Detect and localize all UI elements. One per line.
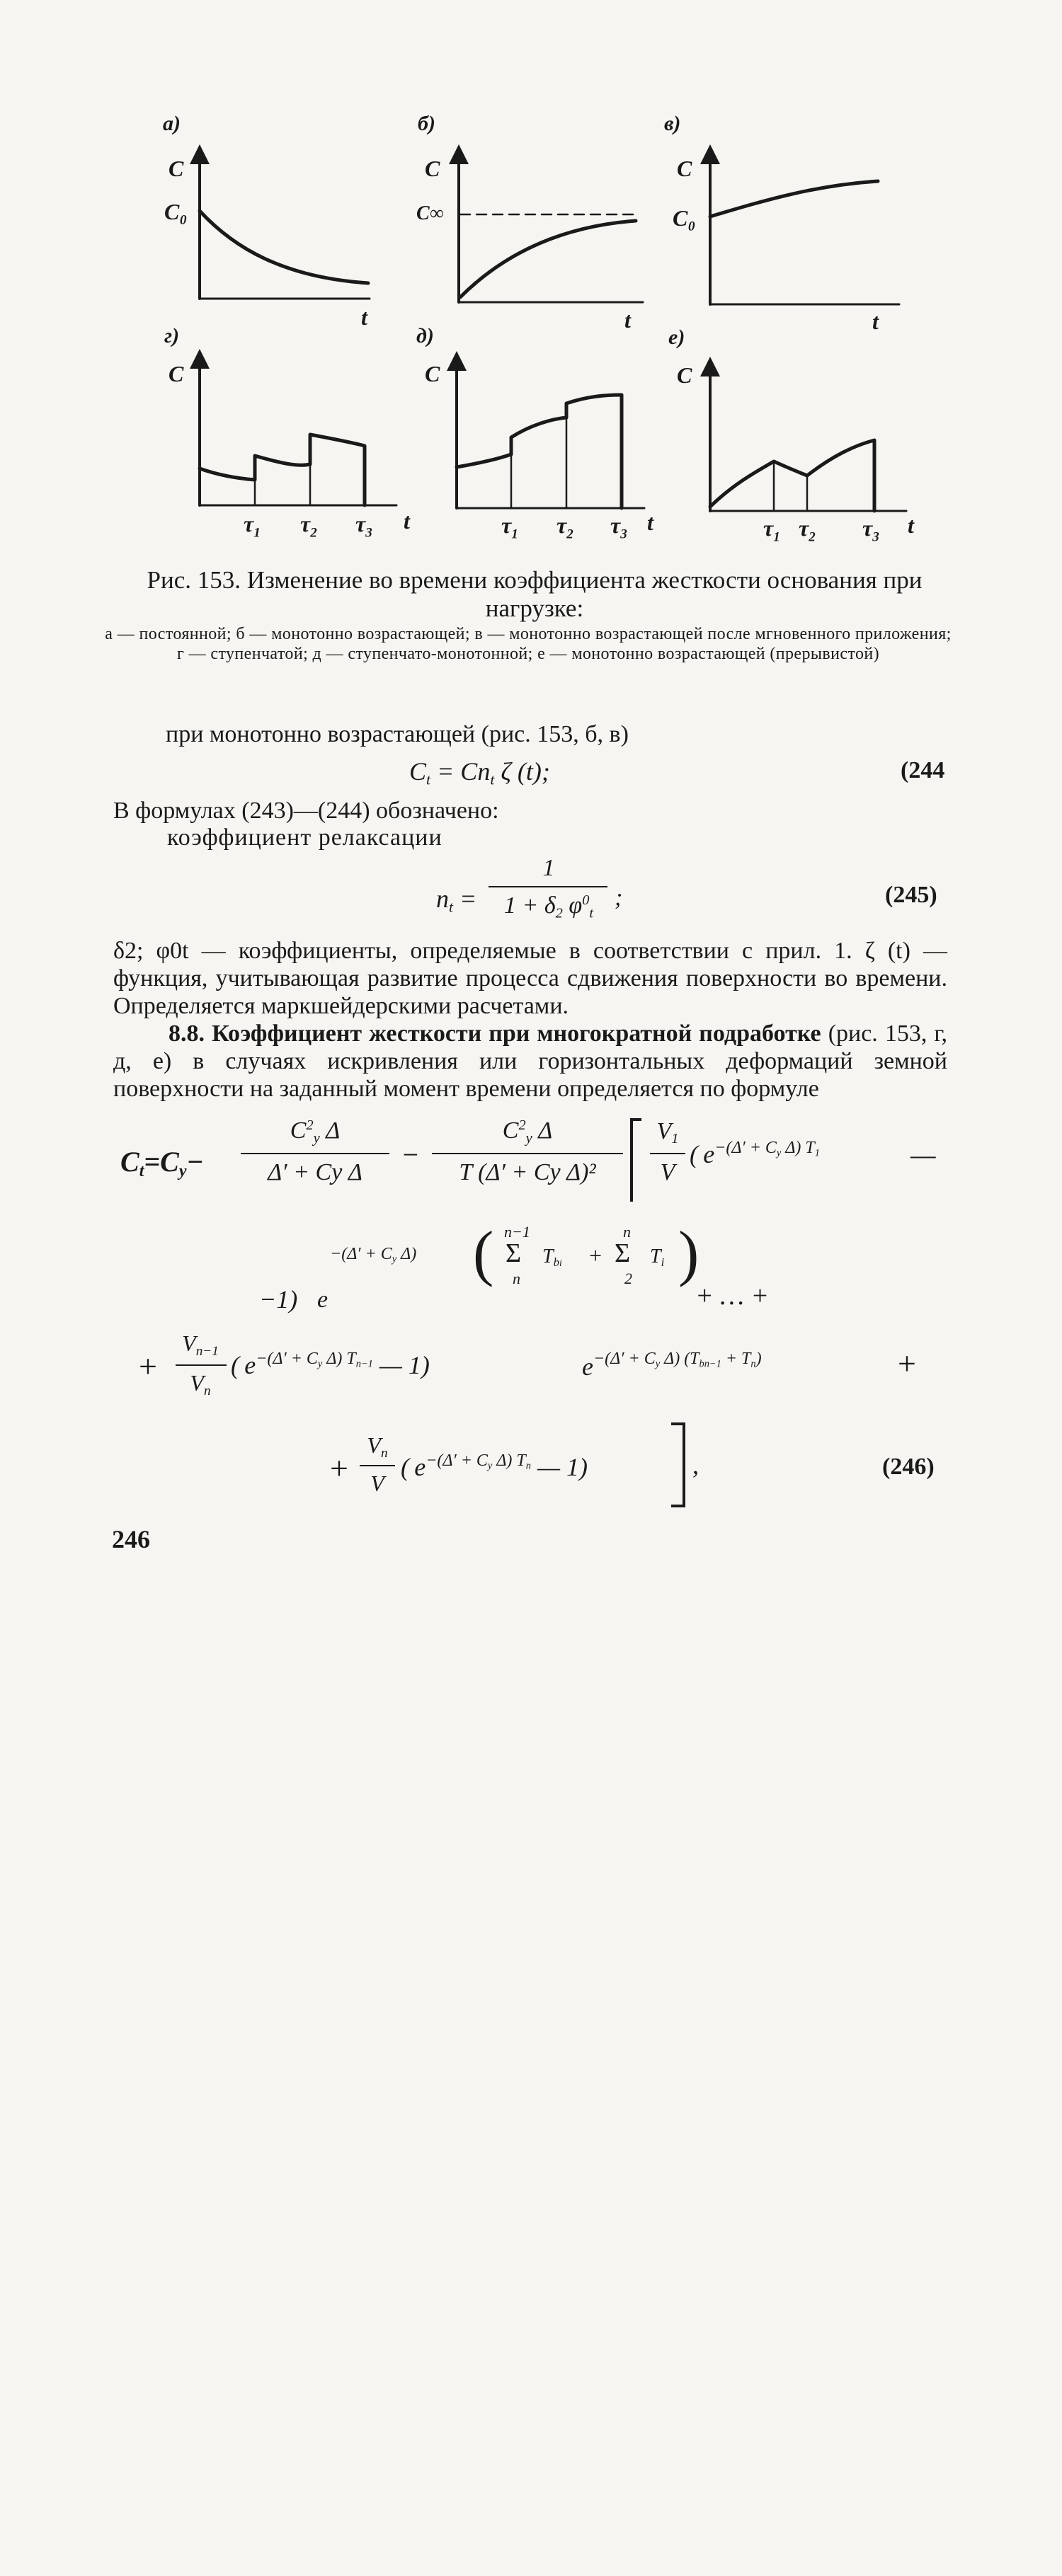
- equation-246-line2-rparen: ): [678, 1219, 700, 1288]
- equation-246-plus: +: [589, 1243, 603, 1268]
- equation-245-denominator: $1 + \delta_2$ $\varphi^0_t$: [503, 892, 594, 921]
- panel-c-c0-label: C₀: [673, 205, 696, 231]
- notation-intro: В формулах (243)—(244) обозначено:: [113, 798, 499, 824]
- equation-246-line2-end: + … +: [695, 1281, 770, 1311]
- equation-246-sum2-term: $T_i$: [650, 1246, 665, 1270]
- equation-245-number: (245): [885, 882, 937, 908]
- paragraph-coefficients: δ2; φ0t — коэффициенты, определяемые в соответствии с прил. 1. ζ (t) — функция, учитывающая развитие процесса сдвижения поверхности во времени. Определяется маркшейдерскими расчетами.: [113, 938, 947, 1019]
- equation-246-line4-end: ,: [692, 1451, 699, 1479]
- equation-244-number: (244: [901, 757, 945, 783]
- panel-b-curve: [460, 221, 636, 297]
- equation-245-numerator: 1: [542, 855, 555, 881]
- figure-caption-title: Рис. 153. Изменение во времени коэффициента жесткости основания при нагрузке:: [147, 566, 923, 622]
- section-title: Коэффициент жесткости при многократной подработке: [212, 1020, 821, 1047]
- panel-f-tau3-label: $\tau_3$: [862, 515, 879, 545]
- page-number: 246: [112, 1525, 150, 1553]
- equation-246-v1-bar: [650, 1153, 685, 1154]
- equation-244: $C_t = Cn_t$ ζ (t);: [409, 757, 550, 788]
- equation-246-sum1-sigma: Σ: [506, 1238, 522, 1268]
- equation-246-sum1-term: $T_{bi}$: [542, 1246, 562, 1270]
- panel-e-label: д): [416, 324, 434, 347]
- panel-e-plot: [457, 361, 644, 508]
- panel-b-cinf-label: C∞: [416, 202, 444, 224]
- equation-246-line3-exp2: $e^{-(\Delta' + C_у \Delta) (T_{bn-1} + T_n)}$: [582, 1350, 762, 1381]
- equation-246-vn-num: $V_n$: [367, 1432, 388, 1461]
- equation-246-minus: −: [401, 1139, 420, 1171]
- equation-246-frac1-num: $C^2_у$ Δ: [290, 1117, 341, 1146]
- equation-246-frac1-den: Δ′ + Cу Δ: [268, 1159, 362, 1185]
- panel-d-tau3-label: $\tau_3$: [355, 511, 372, 541]
- panel-a-x-label: t: [361, 304, 367, 330]
- equation-246-sum2-bottom: 2: [624, 1270, 632, 1287]
- panel-b-y-label: C: [425, 156, 440, 181]
- figure-caption-description: а — постоянной; б — монотонно возрастающей; в — монотонно возрастающей после мгновенного приложения; г — ступенчатой; д — ступенчато-монотонной; е — монотонно возрастающей (прерывистой): [105, 625, 952, 663]
- equation-246-line1-minus: —: [910, 1139, 936, 1171]
- equation-246-frac2-den: T (Δ′ + Cу Δ)²: [459, 1159, 596, 1185]
- equation-246-sum1-top: n−1: [504, 1223, 530, 1241]
- panel-d-x-label: t: [404, 508, 410, 534]
- equation-246-frac2-num: $C^2_у$ Δ: [502, 1117, 553, 1146]
- panel-c-y-label: C: [677, 156, 692, 181]
- panel-a-plot: [200, 154, 370, 299]
- panel-a-label: а): [163, 112, 181, 135]
- equation-246-vn-den: V: [370, 1471, 384, 1496]
- equation-246-line4-exp: ( $e^{-(\Delta' + C_у \Delta) T_n}$ — 1): [401, 1451, 588, 1481]
- panel-a-c0-label: C₀: [164, 199, 188, 224]
- equation-245-semicolon: ;: [615, 885, 623, 911]
- equation-246-vn1-num: $V_{n-1}$: [182, 1330, 219, 1359]
- equation-246-line3-end: +: [898, 1345, 916, 1381]
- panel-e-x-label: t: [647, 510, 653, 535]
- figure-153: [0, 0, 1062, 552]
- panel-d-label: г): [164, 324, 180, 347]
- panel-f-tau2-label: $\tau_2$: [799, 515, 816, 545]
- panel-e-tau3-label: $\tau_3$: [610, 512, 627, 542]
- panel-f-label: е): [668, 326, 685, 349]
- equation-246-vn1-den: $V_n$: [190, 1370, 211, 1398]
- equation-246-lhs: $C_t=C_у-$: [120, 1146, 204, 1181]
- panel-f-curve: [710, 440, 874, 511]
- equation-246-line4-plus: +: [330, 1450, 348, 1486]
- equation-246-left-bracket: [627, 1118, 644, 2576]
- panel-b-label: б): [418, 112, 435, 135]
- equation-246-line3-plus: +: [139, 1348, 157, 1384]
- panel-e-tau1-label: $\tau_1$: [501, 512, 518, 542]
- panel-f-plot: [710, 367, 906, 511]
- panel-b-x-label: t: [624, 307, 631, 333]
- panel-e-curve: [457, 395, 622, 508]
- section-number: 8.8.: [169, 1020, 205, 1047]
- panel-e-tau2-label: $\tau_2$: [556, 512, 573, 542]
- panel-f-y-label: C: [677, 362, 692, 388]
- panel-c-x-label: t: [872, 309, 879, 334]
- equation-246-v1-num: $V_1$: [656, 1118, 679, 1147]
- panel-f-tau1-label: $\tau_1$: [763, 515, 780, 545]
- panel-d-tau1-label: $\tau_1$: [244, 511, 261, 541]
- paragraph-section-8-8: [113, 1020, 947, 1103]
- equation-246-exp1: ( $e^{-(\Delta' + C_у \Delta) T_1}$: [690, 1139, 820, 1168]
- panel-a-curve: [200, 211, 368, 283]
- relaxation-label: коэффициент релаксации: [167, 824, 442, 851]
- equation-246-v1-den: V: [660, 1159, 675, 1185]
- intro-line: при монотонно возрастающей (рис. 153, б, в): [166, 721, 629, 747]
- equation-246-frac1-bar: [241, 1153, 389, 1154]
- equation-246-right-bracket: [668, 1422, 690, 1510]
- equation-246-frac2-bar: [432, 1153, 623, 1154]
- panel-c-label: в): [664, 112, 681, 135]
- equation-246-vn1-bar: [176, 1364, 227, 1366]
- panel-b-plot: [459, 154, 643, 302]
- equation-245-lhs: $n_t$ =: [436, 885, 477, 916]
- panel-c-plot: [710, 154, 899, 304]
- section-text: (рис. 153, г, д, е) в случаях искривления или горизонтальных деформаций земной поверхности на заданный момент времени определяется по формуле: [113, 1020, 948, 1102]
- equation-246-sum2-top: n: [623, 1223, 631, 1241]
- equation-246-line2-lparen: (: [473, 1219, 494, 1288]
- panel-a-y-label: C: [169, 156, 184, 181]
- equation-246-line2-e: e: [317, 1287, 329, 1313]
- equation-246-line2-exp: $-(\Delta' + C_у$ Δ): [330, 1245, 417, 1265]
- panel-d-curve: [200, 435, 365, 505]
- panel-e-y-label: C: [425, 361, 440, 386]
- equation-246-sum2-sigma: Σ: [615, 1238, 631, 1268]
- equation-246-vn-bar: [360, 1465, 395, 1466]
- equation-245-fraction-bar: [489, 886, 607, 887]
- panel-d-tau2-label: $\tau_2$: [300, 511, 317, 541]
- panel-d-y-label: C: [169, 361, 184, 386]
- panel-c-curve: [710, 181, 878, 217]
- panel-d-plot: [200, 359, 396, 505]
- panel-f-x-label: t: [908, 512, 914, 538]
- equation-246-line3-exp1: ( $e^{-(\Delta' + C_у \Delta) T_{n-1}}$ — 1): [231, 1350, 430, 1379]
- equation-246-sum1-bottom: n: [513, 1270, 520, 1287]
- equation-246-line2-start: −1): [259, 1285, 298, 1313]
- equation-246-number: (246): [882, 1454, 935, 1480]
